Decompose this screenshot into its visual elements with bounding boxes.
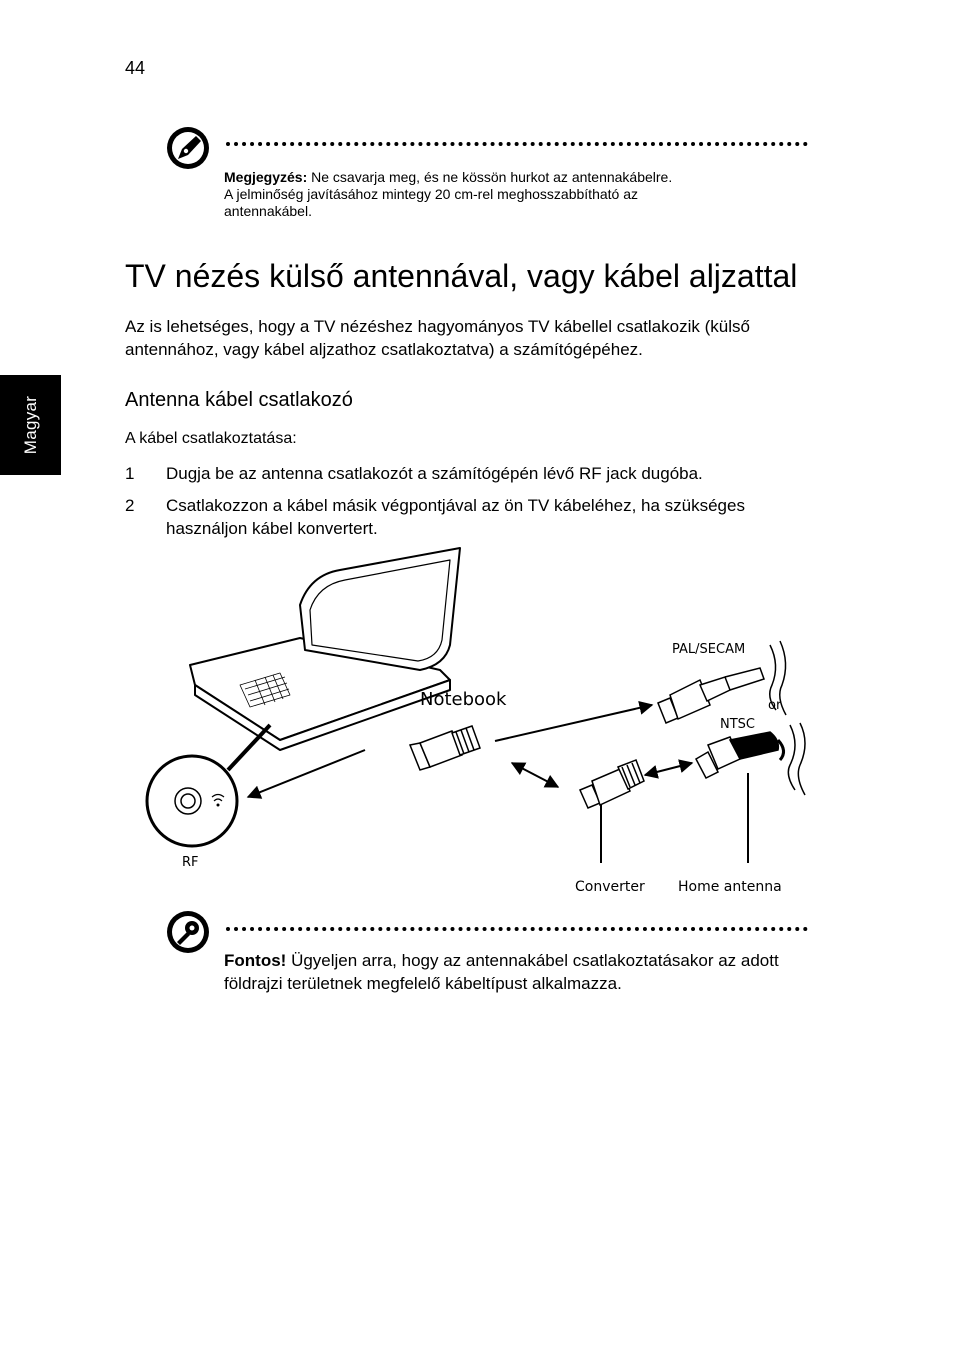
important-body: Ügyeljen arra, hogy az antennakábel csatlakoztatásakor az adott földrajzi területnek megfelelő kábeltípust alkalmazza. — [224, 951, 779, 993]
step-text: Csatlakozzon a kábel másik végpontjával az ön TV kábeléhez, ha szükséges használjon kábel konvertert. — [166, 496, 745, 538]
step-number: 1 — [125, 464, 135, 483]
arrow-plug-to-converter — [512, 763, 558, 787]
arrow-plug-to-pal-secam — [495, 705, 652, 741]
arrow-converter-to-ntsc — [645, 763, 692, 775]
important-text-block — [224, 949, 804, 995]
antenna-plug-illustration — [410, 726, 480, 770]
antenna-connection-diagram — [140, 545, 820, 905]
page-title: TV nézés külső antennával, vagy kábel aljzattal — [125, 258, 798, 294]
note-pen-icon — [166, 126, 210, 170]
note-body: Ne csavarja meg, és ne kössön hurkot az antennakábelre. — [311, 169, 673, 185]
language-side-tab — [0, 375, 61, 475]
step-text: Dugja be az antenna csatlakozót a számítógépén lévő RF jack dugóba. — [166, 464, 703, 483]
rf-port-illustration — [147, 756, 237, 846]
home-antenna-label: Home antenna — [678, 879, 782, 895]
important-divider — [226, 927, 808, 931]
language-label: Magyar — [20, 395, 40, 455]
step-item — [125, 462, 825, 487]
notebook-label: Notebook — [420, 689, 507, 710]
rf-label: RF — [182, 855, 199, 870]
or-label: or — [768, 698, 782, 713]
note-label: Megjegyzés: — [224, 169, 308, 185]
zoom-callout-line — [228, 725, 270, 770]
steps-lead: A kábel csatlakoztatása: — [125, 430, 297, 447]
note-body-line2: A jelminőség javításához mintegy 20 cm-rel meghosszabbítható az — [224, 186, 638, 202]
note-divider — [226, 142, 808, 146]
step-item — [125, 494, 825, 544]
important-key-icon — [166, 910, 210, 954]
pal-secam-label: PAL/SECAM — [672, 642, 746, 657]
note-body-line3: antennakábel. — [224, 203, 312, 219]
arrow-plug-to-rf — [248, 750, 365, 797]
page-number: 44 — [125, 58, 146, 78]
step-number: 2 — [125, 496, 135, 515]
important-label: Fontos! — [224, 951, 287, 970]
note-text-block — [224, 169, 784, 220]
converter-illustration — [580, 760, 644, 808]
section-subheading: Antenna kábel csatlakozó — [125, 389, 353, 411]
ntsc-connector-illustration — [696, 723, 805, 795]
converter-label: Converter — [575, 879, 645, 895]
notebook-illustration — [190, 548, 460, 750]
ntsc-label: NTSC — [720, 717, 755, 732]
intro-paragraph: Az is lehetséges, hogy a TV nézéshez hagyományos TV kábellel csatlakozik (külső antennához, vagy kábel aljzathoz csatlakoztatva) a számítógépéhez. — [125, 317, 750, 359]
